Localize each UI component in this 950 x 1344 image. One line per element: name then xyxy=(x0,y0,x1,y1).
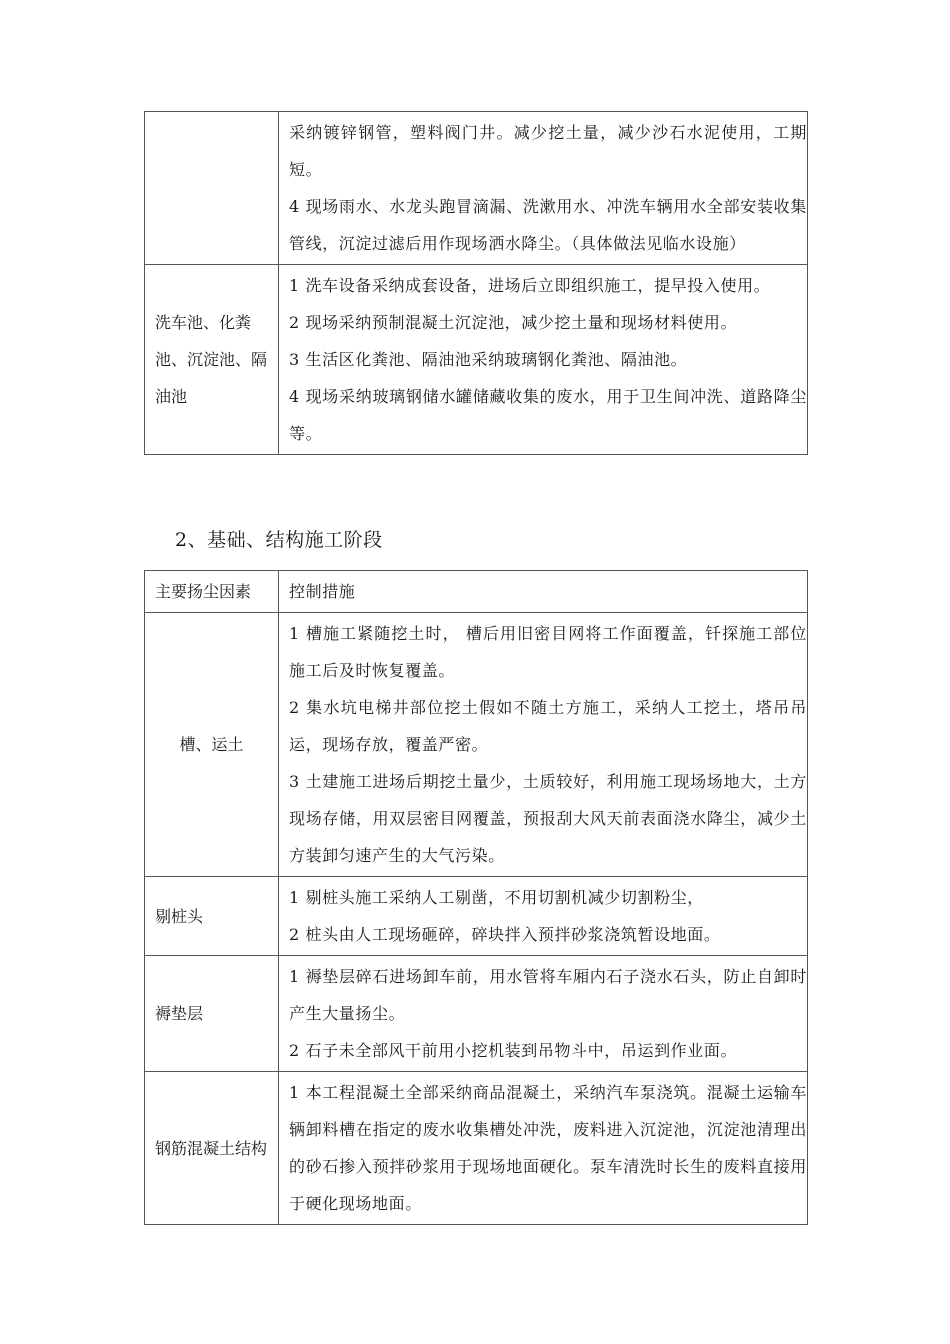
factor-cell: 洗车池、化粪池、沉淀池、隔油池 xyxy=(145,265,279,455)
measures-cell xyxy=(279,956,808,1072)
measure-paragraph: 1 槽施工紧随挖土时， 槽后用旧密目网将工作面覆盖，钎探施工部位施工后及时恢复覆盖。 xyxy=(289,624,807,680)
measure-paragraph: 4 现场采纳玻璃钢储水罐储藏收集的废水，用于卫生间冲洗、道路降尘等。 xyxy=(289,387,807,443)
header-measures: 控制措施 xyxy=(279,571,808,613)
factor-cell xyxy=(145,112,279,265)
factor-cell: 钢筋混凝土结构 xyxy=(145,1072,279,1225)
measures-cell xyxy=(279,877,808,956)
dust-control-table-continued xyxy=(144,111,808,455)
table-row xyxy=(145,613,808,877)
measure-paragraph: 2 石子未全部风干前用小挖机装到吊物斗中，吊运到作业面。 xyxy=(289,1041,738,1060)
table-row xyxy=(145,112,808,265)
measure-paragraph: 采纳镀锌钢管，塑料阀门井。减少挖土量，减少沙石水泥使用，工期短。 xyxy=(289,123,807,179)
measure-paragraph: 1 本工程混凝土全部采纳商品混凝土，采纳汽车泵浇筑。混凝土运输车辆卸料槽在指定的废水收集槽处冲洗，废料进入沉淀池，沉淀池清理出的砂石掺入预拌砂浆用于现场地面硬化。泵车清洗时长生的废料直接用于硬化现场地面。 xyxy=(289,1083,807,1213)
measure-paragraph: 3 土建施工进场后期挖土量少，土质较好，利用施工现场场地大，土方现场存储，用双层密目网覆盖，预报刮大风天前表面浇水降尘，减少土方装卸匀速产生的大气污染。 xyxy=(289,772,807,865)
measures-cell xyxy=(279,112,808,265)
table-row xyxy=(145,265,808,455)
measure-paragraph: 2 集水坑电梯井部位挖土假如不随土方施工，采纳人工挖土，塔吊吊运，现场存放，覆盖严密。 xyxy=(289,698,807,754)
measure-paragraph: 1 剔桩头施工采纳人工剔凿，不用切割机减少切割粉尘， xyxy=(289,888,704,907)
measure-paragraph: 3 生活区化粪池、隔油池采纳玻璃钢化粪池、隔油池。 xyxy=(289,350,688,369)
table-row xyxy=(145,956,808,1072)
factor-cell: 槽、运土 xyxy=(145,613,279,877)
dust-control-table xyxy=(144,570,808,1225)
factor-cell: 褥垫层 xyxy=(145,956,279,1072)
measure-paragraph: 1 洗车设备采纳成套设备，进场后立即组织施工，提早投入使用。 xyxy=(289,276,771,295)
measure-paragraph: 4 现场雨水、水龙头跑冒滴漏、洗漱用水、冲洗车辆用水全部安装收集管线，沉淀过滤后用作现场洒水降尘。（具体做法见临水设施） xyxy=(289,197,807,253)
measures-cell xyxy=(279,613,808,877)
measures-cell xyxy=(279,1072,808,1225)
factor-cell: 剔桩头 xyxy=(145,877,279,956)
measures-cell xyxy=(279,265,808,455)
table-row xyxy=(145,877,808,956)
table-row xyxy=(145,1072,808,1225)
header-factor: 主要扬尘因素 xyxy=(145,571,279,613)
measure-paragraph: 2 桩头由人工现场砸碎，碎块拌入预拌砂浆浇筑暂设地面。 xyxy=(289,925,721,944)
table-header-row xyxy=(145,571,808,613)
section-heading: 2、基础、结构施工阶段 xyxy=(175,529,383,551)
measure-paragraph: 1 褥垫层碎石进场卸车前，用水管将车厢内石子浇水石头，防止自卸时产生大量扬尘。 xyxy=(289,967,807,1023)
measure-paragraph: 2 现场采纳预制混凝土沉淀池，减少挖土量和现场材料使用。 xyxy=(289,313,738,332)
